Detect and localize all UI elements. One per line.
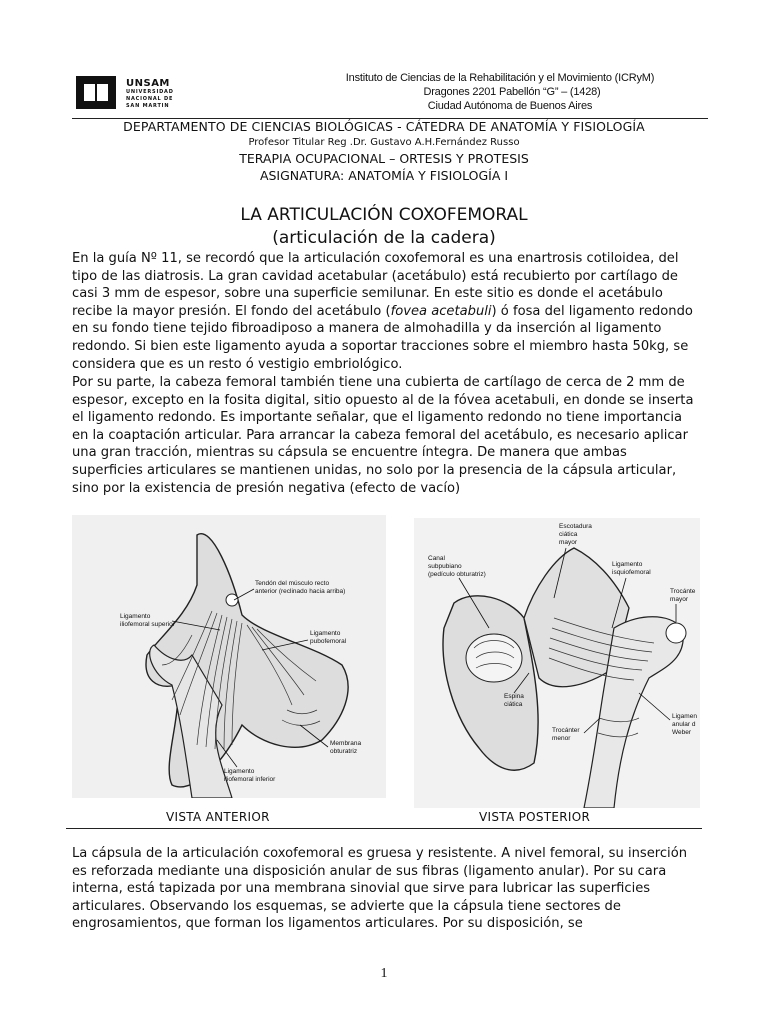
professor-line: Profesor Titular Reg .Dr. Gustavo A.H.Fernández Russo [248,137,520,148]
anterior-view-figure [72,515,386,798]
label-pubofemoral-sub: pubofemoral [310,638,347,645]
posterior-view-figure [414,518,700,808]
document-subtitle: (articulación de la cadera) [272,228,496,248]
paragraph-2: Por su parte, la cabeza femoral también tiene una cubierta de cartílago de cerca de 2 mm de espesor, excepto en la fosita digital, sitio opuesto al de la fóvea acetabuli, en donde se inserta el ligamento redondo. Es importante señalar, que el ligamento redondo no tiene importancia en la coaptación articular. Para arrancar la cabeza femoral del acetábulo, es necesario aplicar una gran tracción, mientras su cápsula se encuentre íntegra. De manera que ambas superficies articulares se mantienen unidas, no solo por la presencia de la cápsula articular, sino por la existencia de presión negativa (efecto de vacío) [72,375,694,496]
career-line: TERAPIA OCUPACIONAL – ORTESIS Y PROTESIS [239,151,529,166]
label-escotadura-sub2: mayor [559,539,578,546]
label-iliofemoral-inferior-sub: iliofemoral inferior [224,776,276,783]
logo-name: UNSAM [126,78,170,89]
label-trocanter-mayor: Trocánte [670,588,696,595]
institute-line-3: Ciudad Autónoma de Buenos Aires [427,100,593,112]
label-pubofemoral: Ligamento [310,630,341,637]
figure-divider [66,828,702,829]
hip-anterior-illustration [72,515,386,798]
document-title: LA ARTICULACIÓN COXOFEMORAL [240,205,528,225]
book-icon [84,84,108,101]
institute-line-2: Dragones 2201 Pabellón “G” – (1428) [423,86,601,98]
label-trocanter-menor-sub: menor [552,735,571,742]
label-espina: Espina [504,693,524,700]
label-trocanter-menor: Trocánter [552,727,580,734]
page-number: 1 [380,966,388,981]
label-membrana: Membrana [330,740,362,747]
latin-term: fovea acetabuli [390,303,492,319]
logo-subtitle: UNIVERSIDAD NACIONAL DE SAN MARTIN [126,89,174,109]
label-anular-sub: anular d [672,721,696,728]
label-iliofemoral-superior: Ligamento [120,613,151,620]
department-line: DEPARTAMENTO DE CIENCIAS BIOLÓGICAS - CÁTEDRA DE ANATOMÍA Y FISIOLOGÍA [123,119,645,134]
label-escotadura-sub: ciática [559,531,578,538]
caption-posterior: VISTA POSTERIOR [479,810,591,824]
label-isquiofemoral-sub: isquiofemoral [612,569,651,576]
label-tendon-sub: anterior (reclinado hacia arriba) [255,588,346,595]
label-membrana-sub: obturatriz [330,748,358,755]
paragraph-1: En la guía Nº 11, se recordó que la articulación coxofemoral es una enartrosis cotiloidea, del tipo de las diatrosis. La gran cavidad acetabular (acetábulo) está recubierto por cartílago de casi 3 mm de espesor, sobre una superficie semilunar. En este sitio es donde el acetábulo recibe la mayor presión. El fondo del acetábulo (fovea acetabuli) ó fosa del ligamento redondo en su fondo tiene tejido fibroadiposo a manera de almohadilla y da inserción al ligamento redondo. Si bien este ligamento ayuda a soportar tracciones sobre el miembro hasta 50kg, se considera que es un resto ó vestigio embriológico. [72,251,693,372]
hip-posterior-illustration [414,518,700,808]
institute-line-1: Instituto de Ciencias de la Rehabilitación y el Movimiento (ICRyM) [345,72,655,84]
label-iliofemoral-superior-sub: iliofemoral superior [120,621,175,628]
label-iliofemoral-inferior: Ligamento [224,768,255,775]
caption-anterior: VISTA ANTERIOR [166,810,270,824]
label-canal: Canal [428,555,445,562]
label-escotadura: Escotadura [559,523,592,530]
paragraph-3: La cápsula de la articulación coxofemoral es gruesa y resistente. A nivel femoral, su inserción es reforzada mediante una disposición anular de sus fibras (ligamento anular). Por su cara interna, está tapizada por una membrana sinovial que sirve para lubricar las superficies articulares. Observando los esquemas, se advierte que la cápsula tiene sectores de engrosamientos, que forman los ligamentos articulares. Por su disposición, se [72,846,688,932]
label-tendon: Tendón del músculo recto [255,580,330,587]
label-espina-sub: ciática [504,701,523,708]
label-canal-sub2: (pedículo obturatriz) [428,571,486,578]
label-anular-sub2: Weber [672,729,692,736]
label-isquiofemoral: Ligamento [612,561,643,568]
subject-line: ASIGNATURA: ANATOMÍA Y FISIOLOGÍA I [259,168,509,183]
label-trocanter-mayor-sub: mayor [670,596,689,603]
label-anular: Ligamen [672,713,697,720]
label-canal-sub: subpubiano [428,563,462,570]
